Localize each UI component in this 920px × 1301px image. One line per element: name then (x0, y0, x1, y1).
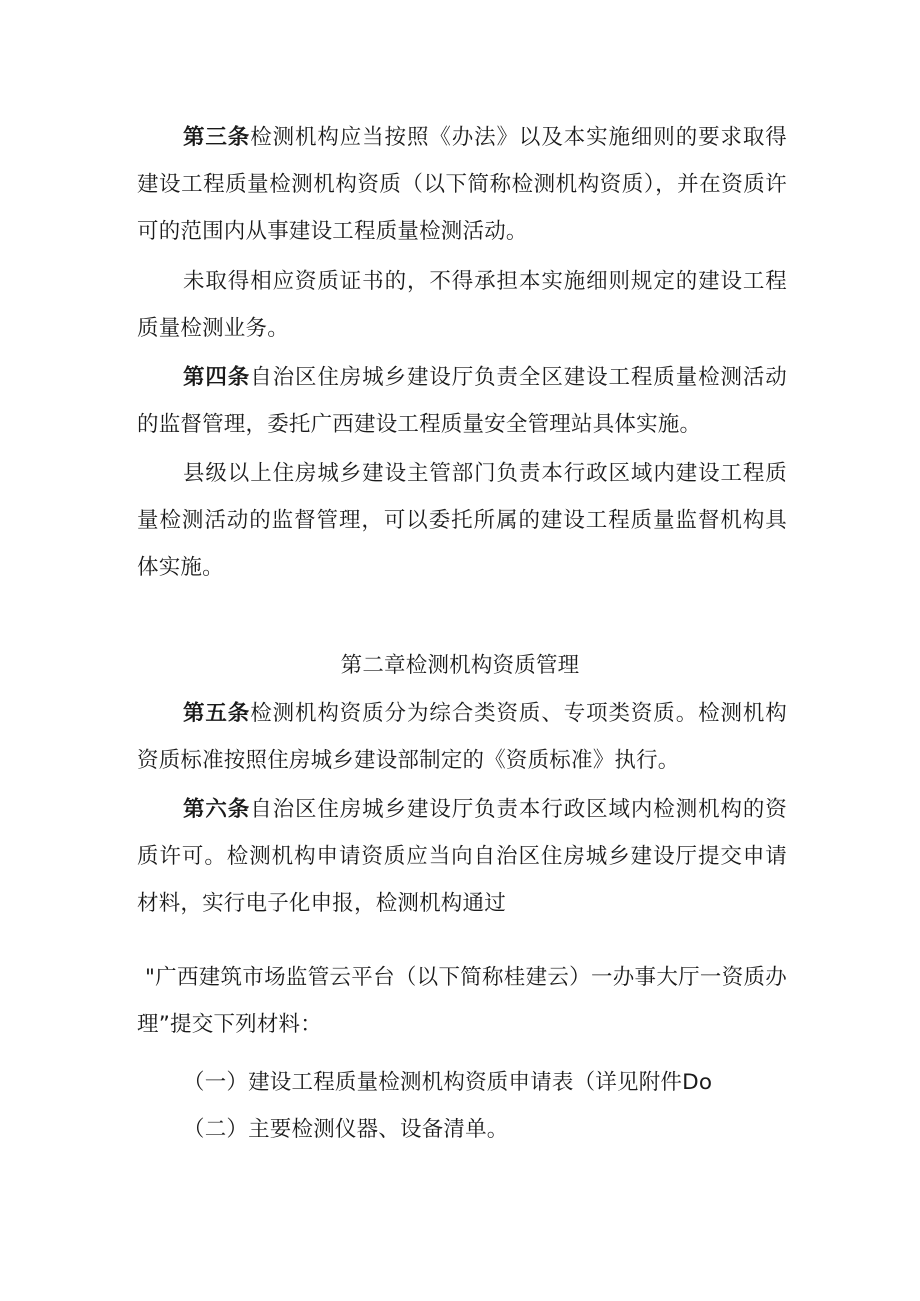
article-3-label: 第三条 (183, 125, 251, 150)
article-4-paragraph-2: 县级以上住房城乡建设主管部门负责本行政区域内建设工程质量检测活动的监督管理，可以委托所属的建设工程质量监督机构具体实施。 (137, 461, 787, 580)
article-4-paragraph (137, 354, 787, 448)
article-6-paragraph (137, 786, 787, 927)
article-5-text: 检测机构资质分为综合类资质、专项类资质。检测机构资质标准按照住房城乡建设部制定的《资质标准》执行。 (137, 701, 787, 773)
article-3-text: 检测机构应当按照《办法》以及本实施细则的要求取得建设工程质量检测机构资质（以下简称检测机构资质），并在资质许可的范围内从事建设工程质量检测活动。 (137, 125, 787, 244)
article-4-text: 自治区住房城乡建设厅负责全区建设工程质量检测活动的监督管理，委托广西建设工程质量安全管理站具体实施。 (137, 365, 787, 437)
list-item-2: （二）主要检测仪器、设备清单。 (183, 1117, 509, 1142)
article-3-paragraph-2: 未取得相应资质证书的，不得承担本实施细则规定的建设工程质量检测业务。 (137, 269, 787, 341)
article-6-label: 第六条 (183, 797, 251, 822)
article-4-label: 第四条 (183, 365, 251, 390)
list-item-1: （一）建设工程质量检测机构资质申请表（详见附件Do (183, 1070, 713, 1095)
chapter-2-heading: 第二章检测机构资质管理 (340, 653, 580, 678)
article-5-label: 第五条 (183, 701, 251, 726)
article-3-paragraph (137, 114, 787, 255)
article-5-paragraph (137, 690, 787, 784)
article-6-text: 自治区住房城乡建设厅负责本行政区域内检测机构的资质许可。检测机构申请资质应当向自治区住房城乡建设厅提交申请材料，实行电子化申报，检测机构通过 (137, 797, 787, 916)
platform-paragraph: "广西建筑市场监管云平台（以下简称桂建云）一办事大厅一资质办理”提交下列材料： (137, 965, 787, 1037)
